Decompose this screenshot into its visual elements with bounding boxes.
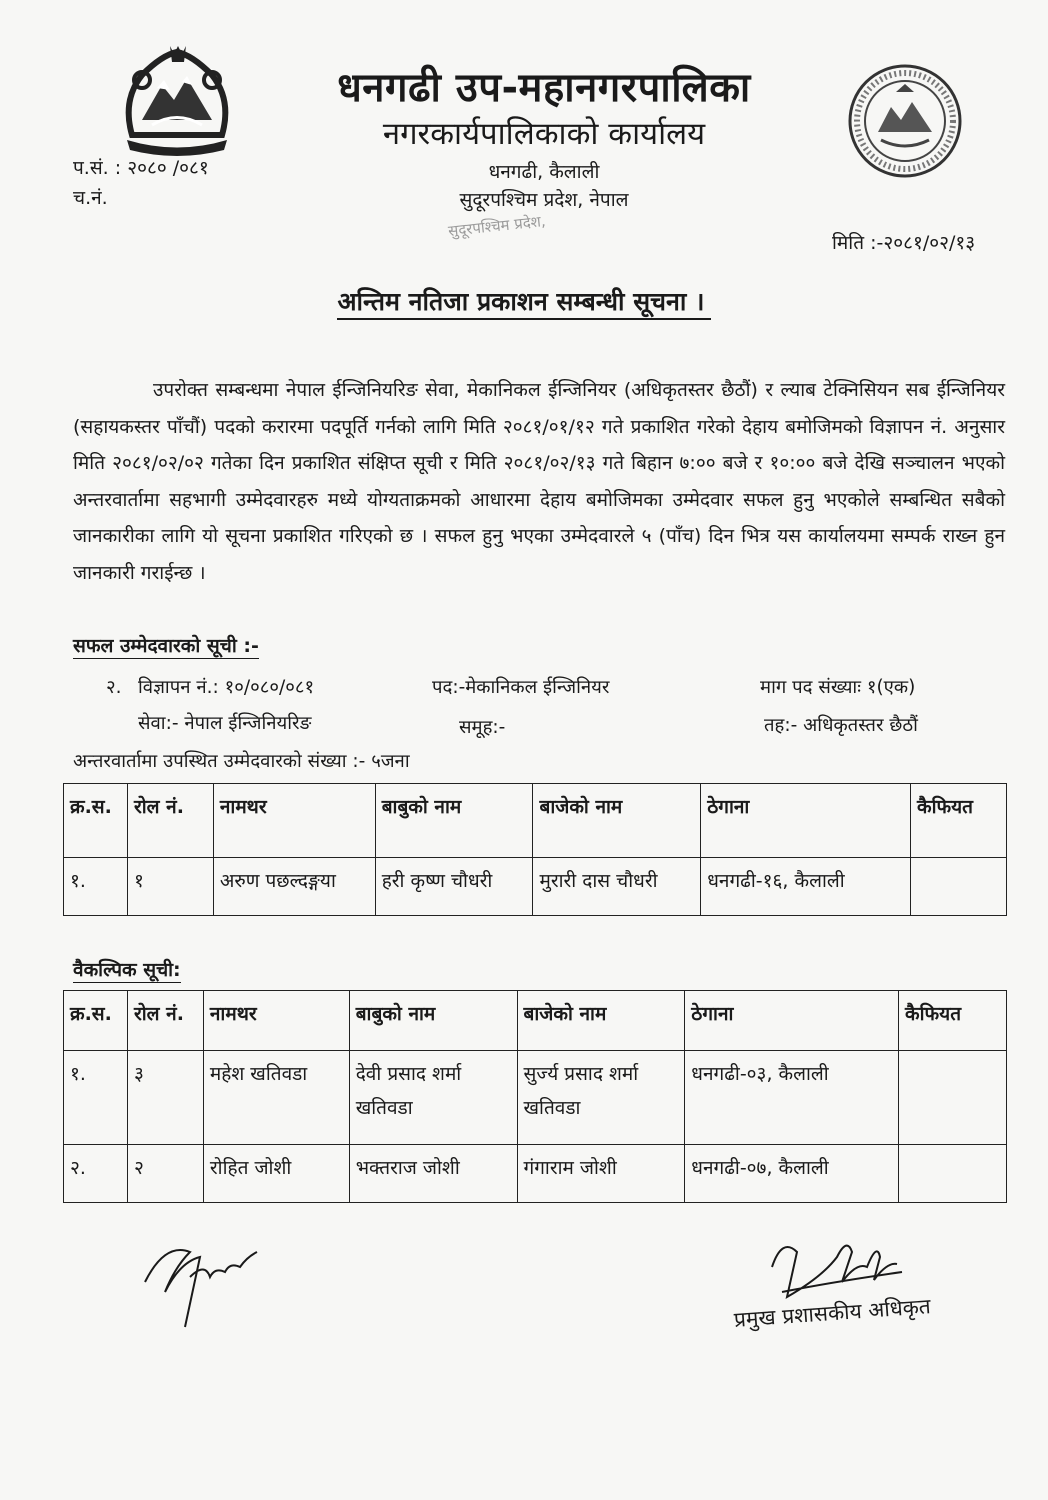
item-number: २.: [106, 677, 122, 698]
col-name: नामथर: [203, 991, 349, 1051]
table-header-row: [64, 784, 1007, 858]
faint-stamp: सुदूरपश्चिम प्रदेश,: [447, 211, 547, 241]
col-serial: क्र.स.: [64, 784, 128, 858]
cell-address: धनगढी-१६, कैलाली: [701, 858, 911, 916]
cell-serial: १.: [64, 858, 128, 916]
col-name: नामथर: [213, 784, 375, 858]
notice-date: मिति :-२०८१/०२/१३: [832, 232, 976, 254]
col-grandfather: बाजेको नाम: [517, 991, 685, 1051]
dispatch-number: च.नं.: [73, 187, 108, 209]
group-name: समूह:-: [459, 717, 506, 738]
service-name: सेवा:- नेपाल ईन्जिनियरिङ: [138, 713, 312, 734]
cell-remarks: [910, 858, 1006, 916]
table-row: [64, 1145, 1007, 1203]
cell-father: हरी कृष्ण चौधरी: [375, 858, 533, 916]
org-name: धनगढी उप-महानगरपालिका: [337, 65, 751, 111]
cell-remarks: [899, 1051, 1007, 1145]
col-grandfather: बाजेको नाम: [533, 784, 701, 858]
col-serial: क्र.स.: [64, 991, 128, 1051]
cell-father: भक्तराज जोशी: [349, 1145, 517, 1203]
location-line-1: धनगढी, कैलाली: [488, 161, 600, 183]
successful-table: [63, 783, 1007, 916]
col-address: ठेगाना: [701, 784, 911, 858]
cell-name: अरुण पछल्दङ्गया: [213, 858, 375, 916]
col-remarks: कैफियत: [899, 991, 1007, 1051]
signature-left-icon: [135, 1222, 265, 1336]
cell-address: धनगढी-०७, कैलाली: [685, 1145, 899, 1203]
col-address: ठेगाना: [685, 991, 899, 1051]
cell-grandfather: मुरारी दास चौधरी: [533, 858, 701, 916]
col-roll: रोल नं.: [127, 991, 203, 1051]
alternate-list-heading: वैकल्पिक सूची:: [73, 959, 181, 981]
attendance-count: अन्तरवार्तामा उपस्थित उम्मेदवारको संख्या :- ५जना: [73, 751, 410, 772]
table-header-row: [64, 991, 1007, 1051]
notice-title: अन्तिम नतिजा प्रकाशन सम्बन्धी सूचना ।: [0, 284, 1048, 318]
cell-grandfather: सुर्ज्य प्रसाद शर्मा खतिवडा: [517, 1051, 685, 1145]
col-father: बाबुको नाम: [375, 784, 533, 858]
table-row: [64, 858, 1007, 916]
reference-number: प.सं. : २०८० /०८१: [73, 157, 209, 179]
cell-address: धनगढी-०३, कैलाली: [685, 1051, 899, 1145]
advertisement-number: विज्ञापन नं.: १०/०८०/०८१: [138, 677, 315, 698]
cell-name: महेश खतिवडा: [203, 1051, 349, 1145]
successful-list-heading: सफल उम्मेदवारको सूची :-: [73, 635, 259, 657]
col-remarks: कैफियत: [910, 784, 1006, 858]
cell-name: रोहित जोशी: [203, 1145, 349, 1203]
cell-father: देवी प्रसाद शर्मा खतिवडा: [349, 1051, 517, 1145]
cell-serial: २.: [64, 1145, 128, 1203]
location-line-2: सुदूरपश्चिम प्रदेश, नेपाल: [459, 189, 629, 211]
col-roll: रोल नं.: [127, 784, 213, 858]
cell-grandfather: गंगाराम जोशी: [517, 1145, 685, 1203]
alternate-table: [63, 990, 1007, 1203]
post-name: पद:-मेकानिकल ईन्जिनियर: [432, 677, 610, 698]
col-father: बाबुको नाम: [349, 991, 517, 1051]
demand-count: माग पद संख्याः १(एक): [760, 677, 916, 698]
notice-body: उपरोक्त सम्बन्धमा नेपाल ईन्जिनियरिङ सेवा, मेकानिकल ईन्जिनियर (अधिकृतस्तर छैठौं) र ल्याब टेक्निसियन सब ईन्जिनियर (सहायकस्तर पाँचौं) पदको करारमा पदपूर्ति गर्नको लागि मिति २०८१/०१/१२ गते प्रकाशित गरेको देहाय बमोजिमको विज्ञापन नं. अनुसार मिति २०८१/०२/०२ गतेका दिन प्रकाशित संक्षिप्त सूची र मिति २०८१/०२/१३ गते बिहान ७:०० बजे र १०:०० बजे देखि सञ्चालन भएको अन्तरवार्तामा सहभागी उम्मेदवारहरु मध्ये योग्यताक्रमको आधारमा देहाय बमोजिमका उम्मेदवार सफल हुनु भएकोले सम्बन्धित सबैको जानकारीका लागि यो सूचना प्रकाशित गरिएको छ । सफल हुनु भएका उम्मेदवारले ५ (पाँच) दिन भित्र यस कार्यालयमा सम्पर्क राख्न हुन जानकारी गराईन्छ ।: [73, 379, 1005, 584]
office-name: नगरकार्यपालिकाको कार्यालय: [382, 116, 706, 152]
cell-roll: २: [127, 1145, 203, 1203]
cell-remarks: [899, 1145, 1007, 1203]
cell-roll: १: [127, 858, 213, 916]
cell-roll: ३: [127, 1051, 203, 1145]
table-row: [64, 1051, 1007, 1145]
level-name: तह:- अधिकृतस्तर छैठौं: [764, 715, 918, 736]
officer-title: प्रमुख प्रशासकीय अधिकृत: [733, 1294, 932, 1332]
cell-serial: १.: [64, 1051, 128, 1145]
